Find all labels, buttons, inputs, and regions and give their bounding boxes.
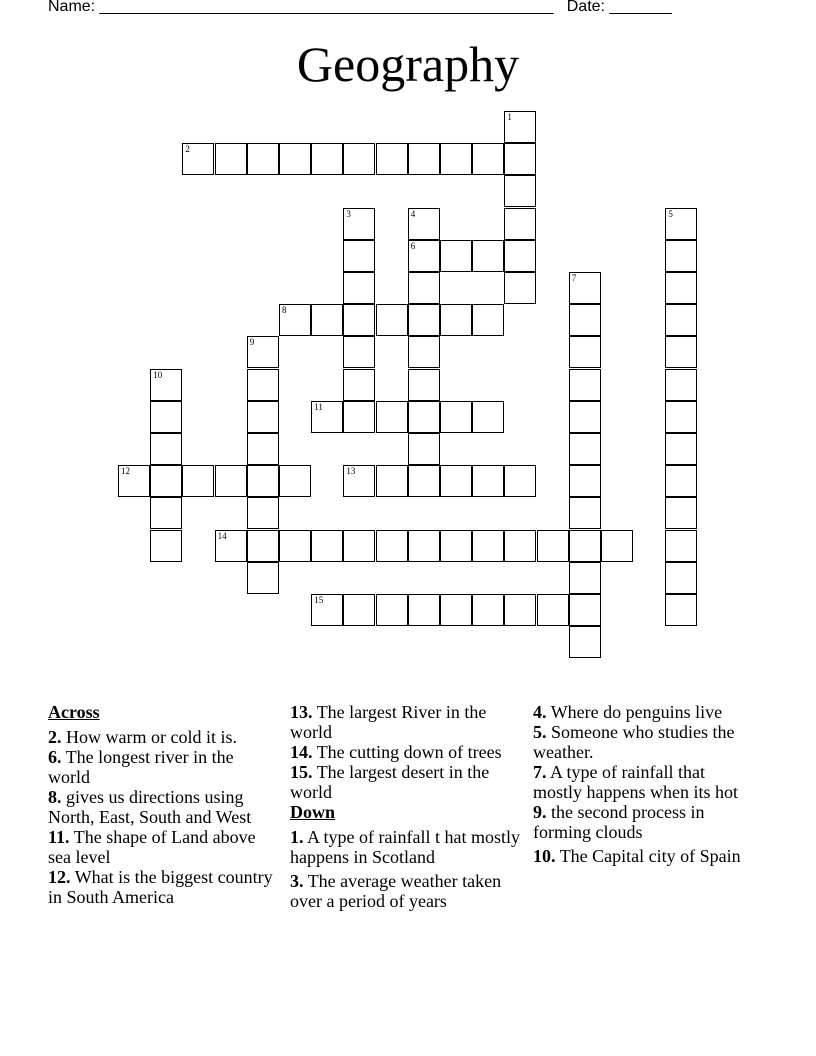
crossword-cell[interactable]: [343, 208, 375, 240]
crossword-cell[interactable]: [408, 594, 440, 626]
crossword-cell[interactable]: [343, 304, 375, 336]
crossword-cell[interactable]: [311, 530, 343, 562]
clue-number-4: 4: [410, 208, 416, 219]
crossword-cell[interactable]: [665, 562, 697, 594]
name-field-label: Name: ___________________________________________________: [48, 0, 554, 15]
down-heading: Down: [290, 802, 336, 822]
crossword-cell[interactable]: [665, 594, 697, 626]
clue-number-12: 12: [121, 466, 130, 477]
clue-number-8: 8: [282, 305, 287, 316]
crossword-cell[interactable]: [247, 562, 279, 594]
crossword-cell[interactable]: [665, 433, 697, 465]
crossword-cell[interactable]: [247, 530, 279, 562]
crossword-cell[interactable]: [247, 369, 279, 401]
crossword-cell[interactable]: [440, 530, 472, 562]
crossword-cell[interactable]: [440, 304, 472, 336]
crossword-cell[interactable]: [150, 497, 182, 529]
clue-down-7: 7. A type of rainfall that mostly happens when its hot: [533, 762, 738, 802]
clue-across-13: 13. The largest River in the world: [290, 702, 487, 742]
crossword-cell[interactable]: [569, 304, 601, 336]
crossword-cell[interactable]: [343, 594, 375, 626]
crossword-cell[interactable]: [665, 240, 697, 272]
clue-number-2: 2: [185, 144, 190, 155]
crossword-cell[interactable]: [247, 336, 279, 368]
crossword-cell[interactable]: [665, 336, 697, 368]
clue-across-12: 12. What is the biggest country in South America: [48, 867, 273, 907]
crossword-cell[interactable]: [376, 465, 408, 497]
crossword-cell[interactable]: [569, 433, 601, 465]
clue-across-2: 2. How warm or cold it is.: [48, 727, 237, 747]
crossword-cell[interactable]: [472, 401, 504, 433]
crossword-cell[interactable]: [311, 401, 343, 433]
crossword-cell[interactable]: [343, 530, 375, 562]
crossword-cell[interactable]: [504, 530, 536, 562]
crossword-cell[interactable]: [343, 401, 375, 433]
crossword-cell[interactable]: [504, 143, 536, 175]
crossword-cell[interactable]: [118, 465, 150, 497]
crossword-cell[interactable]: [472, 594, 504, 626]
crossword-cell[interactable]: [569, 594, 601, 626]
crossword-cell[interactable]: [343, 336, 375, 368]
crossword-cell[interactable]: [150, 369, 182, 401]
crossword-cell[interactable]: [504, 111, 536, 143]
crossword-cell[interactable]: [569, 401, 601, 433]
clue-down-4: 4. Where do penguins live: [533, 702, 723, 722]
crossword-cell[interactable]: [150, 530, 182, 562]
clue-number-5: 5: [668, 208, 673, 219]
clue-across-15: 15. The largest desert in the world: [290, 762, 490, 802]
clue-number-10: 10: [153, 369, 163, 380]
clues-column-1: [48, 702, 278, 907]
crossword-cell[interactable]: [665, 497, 697, 529]
crossword-cell[interactable]: [408, 336, 440, 368]
crossword-cell[interactable]: [343, 465, 375, 497]
clues-column-2: [290, 702, 525, 911]
crossword-cell[interactable]: [376, 401, 408, 433]
crossword-cell[interactable]: [665, 272, 697, 304]
crossword-cell[interactable]: [569, 272, 601, 304]
crossword-cell[interactable]: [279, 304, 311, 336]
crossword-cell[interactable]: [665, 465, 697, 497]
clue-down-5: 5. Someone who studies the weather.: [533, 722, 735, 762]
crossword-cell[interactable]: [150, 401, 182, 433]
crossword-cell[interactable]: [247, 465, 279, 497]
crossword-cell[interactable]: [150, 465, 182, 497]
crossword-cell[interactable]: [440, 240, 472, 272]
crossword-cell[interactable]: [440, 594, 472, 626]
crossword-cell[interactable]: [279, 530, 311, 562]
crossword-cell[interactable]: [665, 530, 697, 562]
crossword-cell[interactable]: [504, 240, 536, 272]
crossword-cell[interactable]: [440, 465, 472, 497]
clue-down-10: 10. The Capital city of Spain: [533, 846, 741, 866]
page-title: Geography: [296, 36, 520, 92]
crossword-cell[interactable]: [569, 626, 601, 658]
crossword-cell[interactable]: [569, 562, 601, 594]
crossword-cell[interactable]: [279, 143, 311, 175]
crossword-cell[interactable]: [665, 208, 697, 240]
crossword-cell[interactable]: [472, 465, 504, 497]
clue-across-8: 8. gives us directions using North, East, South and West: [48, 787, 252, 827]
crossword-cell[interactable]: [311, 143, 343, 175]
crossword-cell[interactable]: [504, 594, 536, 626]
crossword-cell[interactable]: [440, 401, 472, 433]
crossword-cell[interactable]: [440, 143, 472, 175]
clue-across-14: 14. The cutting down of trees: [290, 742, 502, 762]
clue-across-11: 11. The shape of Land above sea level: [48, 827, 256, 867]
clue-down-1: 1. A type of rainfall t hat mostly happens in Scotland: [290, 827, 520, 867]
crossword-cell[interactable]: [408, 240, 440, 272]
crossword-cell[interactable]: [569, 497, 601, 529]
crossword-cell[interactable]: [472, 240, 504, 272]
crossword-cell[interactable]: [311, 594, 343, 626]
crossword-cell[interactable]: [182, 143, 214, 175]
crossword-cell[interactable]: [247, 143, 279, 175]
crossword-cell[interactable]: [343, 369, 375, 401]
across-heading: Across: [48, 702, 100, 722]
clue-number-11: 11: [314, 401, 323, 412]
crossword-cell[interactable]: [408, 465, 440, 497]
crossword-cell[interactable]: [376, 530, 408, 562]
crossword-cell[interactable]: [569, 530, 601, 562]
clue-number-1: 1: [507, 112, 512, 122]
date-field-label: Date: _______: [566, 0, 672, 15]
crossword-cell[interactable]: [343, 272, 375, 304]
crossword-cell[interactable]: [665, 401, 697, 433]
crossword-cell[interactable]: [247, 497, 279, 529]
crossword-cell[interactable]: [215, 143, 247, 175]
crossword-cell[interactable]: [408, 304, 440, 336]
crossword-cell[interactable]: [150, 433, 182, 465]
crossword-cell[interactable]: [569, 369, 601, 401]
clue-number-9: 9: [249, 337, 255, 348]
crossword-cell[interactable]: [665, 304, 697, 336]
crossword-cell[interactable]: [408, 433, 440, 465]
crossword-cell[interactable]: [504, 465, 536, 497]
clue-number-14: 14: [217, 530, 227, 541]
crossword-cell[interactable]: [665, 369, 697, 401]
crossword-cell[interactable]: [569, 465, 601, 497]
crossword-cell[interactable]: [408, 401, 440, 433]
crossword-cell[interactable]: [376, 304, 408, 336]
crossword-cell[interactable]: [408, 208, 440, 240]
crossword-cell[interactable]: [408, 272, 440, 304]
crossword-cell[interactable]: [537, 530, 569, 562]
crossword-cell[interactable]: [408, 143, 440, 175]
crossword-cell[interactable]: [247, 401, 279, 433]
clue-down-9: 9. the second process in forming clouds: [533, 802, 705, 842]
crossword-cell[interactable]: [182, 465, 214, 497]
clue-number-3: 3: [346, 208, 351, 219]
clue-number-15: 15: [314, 595, 324, 605]
crossword-cell[interactable]: [343, 143, 375, 175]
clue-number-13: 13: [346, 466, 356, 477]
crossword-cell[interactable]: [504, 208, 536, 240]
crossword-cell[interactable]: [376, 143, 408, 175]
crossword-cell[interactable]: [343, 240, 375, 272]
crossword-cell[interactable]: [215, 530, 247, 562]
clue-across-6: 6. The longest river in the world: [48, 747, 234, 787]
clue-down-3: 3. The average weather taken over a period of years: [290, 871, 502, 911]
crossword-cell[interactable]: [376, 594, 408, 626]
crossword-cell[interactable]: [504, 175, 536, 207]
crossword-cell[interactable]: [311, 304, 343, 336]
crossword-cell[interactable]: [504, 272, 536, 304]
crossword-cell[interactable]: [472, 143, 504, 175]
crossword-cell[interactable]: [601, 530, 633, 562]
crossword-cell[interactable]: [215, 465, 247, 497]
crossword-cell[interactable]: [408, 530, 440, 562]
crossword-cell[interactable]: [408, 369, 440, 401]
crossword-cell[interactable]: [537, 594, 569, 626]
crossword-cell[interactable]: [569, 336, 601, 368]
crossword-cell[interactable]: [279, 465, 311, 497]
clue-number-7: 7: [571, 273, 577, 283]
clue-number-6: 6: [410, 240, 416, 251]
crossword-cell[interactable]: [472, 304, 504, 336]
crossword-cell[interactable]: [247, 433, 279, 465]
crossword-cell[interactable]: [472, 530, 504, 562]
clues-column-3: [533, 702, 753, 866]
